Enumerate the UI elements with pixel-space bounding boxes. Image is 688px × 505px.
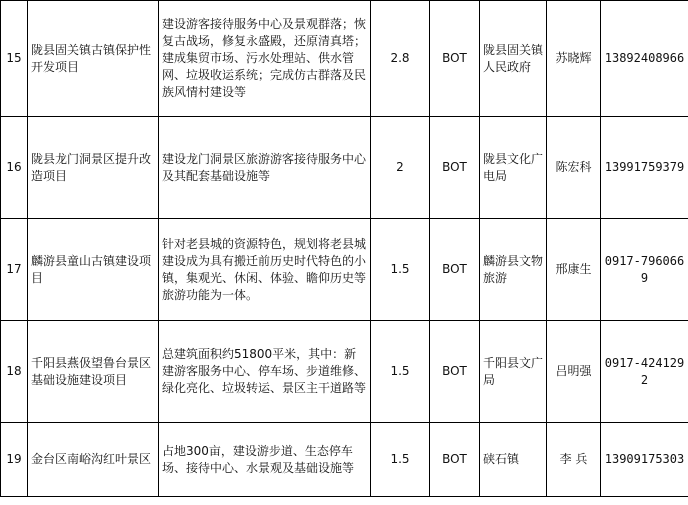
responsible-unit: 陇县文化广电局 — [480, 117, 547, 219]
contact-person: 吕明强 — [547, 321, 601, 423]
cooperation-mode: BOT — [430, 321, 480, 423]
investment-amount: 2 — [371, 117, 430, 219]
contact-phone: 13909175303 — [601, 423, 688, 497]
project-content: 针对老县城的资源特色，规划将老县城建设成为具有搬迁前历史时代特色的小镇，集观光、休闲、体验、瞻仰历史等旅游功能为一体。 — [159, 219, 371, 321]
table-row — [1, 321, 688, 423]
row-number: 17 — [1, 219, 28, 321]
cooperation-mode: BOT — [430, 219, 480, 321]
contact-phone: 13991759379 — [601, 117, 688, 219]
table-row — [1, 1, 688, 117]
table-row — [1, 117, 688, 219]
investment-amount: 1.5 — [371, 219, 430, 321]
project-content: 占地300亩，建设游步道、生态停车场、接待中心、水景观及基础设施等 — [159, 423, 371, 497]
project-name: 麟游县童山古镇建设项目 — [28, 219, 159, 321]
contact-phone: 0917-4241292 — [601, 321, 688, 423]
project-name: 千阳县燕伋望鲁台景区基础设施建设项目 — [28, 321, 159, 423]
contact-person: 邢康生 — [547, 219, 601, 321]
table-row — [1, 219, 688, 321]
project-content: 建设游客接待服务中心及景观群落；恢复古战场，修复永盛殿，还原清真塔；建成集贸市场、污水处理站、供水管网、垃圾收运系统；完成仿古群落及民族风情村建设等 — [159, 1, 371, 117]
row-number: 15 — [1, 1, 28, 117]
project-content: 总建筑面积约51800平米，其中：新建游客服务中心、停车场、步道维修、绿化亮化、垃圾转运、景区主干道路等 — [159, 321, 371, 423]
responsible-unit: 硖石镇 — [480, 423, 547, 497]
contact-phone: 13892408966 — [601, 1, 688, 117]
contact-person: 苏晓辉 — [547, 1, 601, 117]
investment-amount: 1.5 — [371, 423, 430, 497]
contact-person: 陈宏科 — [547, 117, 601, 219]
responsible-unit: 千阳县文广局 — [480, 321, 547, 423]
project-name: 陇县固关镇古镇保护性开发项目 — [28, 1, 159, 117]
row-number: 18 — [1, 321, 28, 423]
cooperation-mode: BOT — [430, 1, 480, 117]
project-content: 建设龙门洞景区旅游游客接待服务中心及其配套基础设施等 — [159, 117, 371, 219]
contact-phone: 0917-7960669 — [601, 219, 688, 321]
project-name: 陇县龙门洞景区提升改造项目 — [28, 117, 159, 219]
investment-amount: 1.5 — [371, 321, 430, 423]
responsible-unit: 陇县固关镇人民政府 — [480, 1, 547, 117]
cooperation-mode: BOT — [430, 117, 480, 219]
row-number: 16 — [1, 117, 28, 219]
responsible-unit: 麟游县文物旅游 — [480, 219, 547, 321]
investment-amount: 2.8 — [371, 1, 430, 117]
table-row — [1, 423, 688, 497]
cooperation-mode: BOT — [430, 423, 480, 497]
project-name: 金台区南峪沟红叶景区 — [28, 423, 159, 497]
contact-person: 李 兵 — [547, 423, 601, 497]
row-number: 19 — [1, 423, 28, 497]
